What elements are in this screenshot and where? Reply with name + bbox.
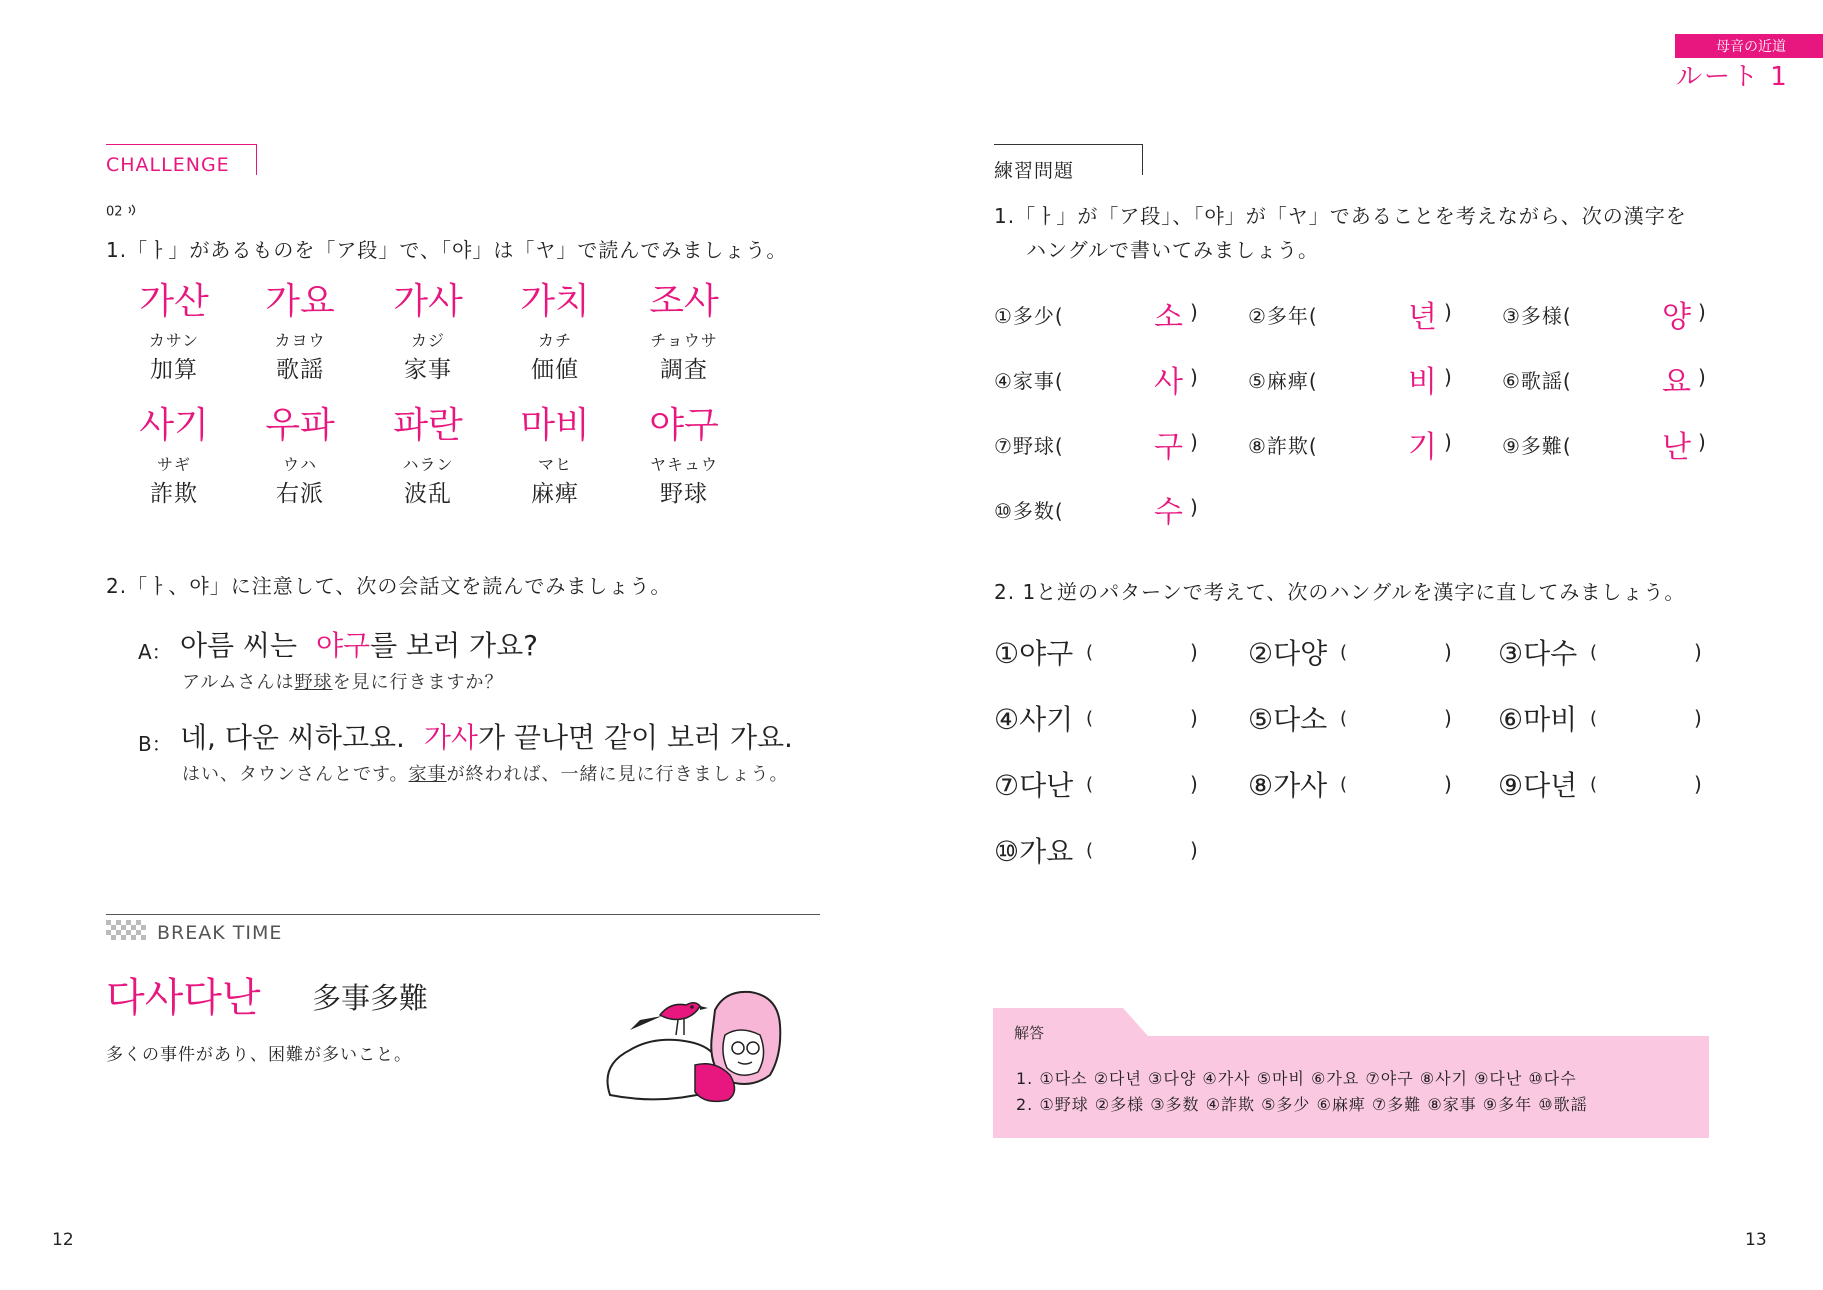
vocab-korean: 가치 [520,281,590,322]
vocab-korean: 마비 [520,405,590,446]
vocab-korean: 야구 [649,405,719,446]
practice2-item: ①야구 ( ) [994,637,1198,670]
vocab-kanji: 波乱 [404,481,452,507]
answer-hangul: 수 [1154,495,1183,530]
answer-hangul: 구 [1154,430,1183,465]
vocab-item [491,406,619,508]
practice2-item: ⑩가요 ( ) [994,835,1198,868]
practice-question-1-line2: ハングルで書いてみましょう。 [1026,238,1319,262]
answer-line-1: 1. ①다소 ②다년 ③다양 ④가사 ⑤마비 ⑥가요 ⑦야구 ⑧사기 ⑨다난 ⑩다수 [1016,1069,1577,1088]
answer-hangul: 년 [1408,300,1437,335]
audio-icon[interactable] [127,203,139,221]
vocab-kanji: 野球 [660,481,708,507]
vocab-item [236,406,364,508]
practice-question-1-line1: 1.「ㅏ」が「ア段」、「야」が「ヤ」であることを考えながら、次の漢字を [994,204,1687,228]
vocab-kanji: 調査 [660,357,708,383]
break-korean: 다사다난 [106,975,261,1021]
practice1-item: ⑩多数( 수 ) [994,487,1244,527]
dialogue-b-japanese: はい、タウンさんとです。家事が終われば、一緒に見に行きましょう。 [182,764,789,785]
vocab-item [364,282,492,384]
practice1-item: ⑤麻痺( 비 ) [1248,357,1498,397]
page-number-right: 13 [1745,1230,1767,1250]
challenge-question-2: 2.「ㅏ、야」に注意して、次の会話文を読んでみましょう。 [106,574,672,598]
practice1-item: ⑨多難( 난 ) [1502,422,1752,462]
vocab-kana: マヒ [537,455,572,474]
answer-hangul: 기 [1408,430,1437,465]
practice2-item: ③다수 ( ) [1498,637,1702,670]
practice-question-2: 2. 1と逆のパターンで考えて、次のハングルを漢字に直してみましょう。 [994,580,1686,604]
practice2-item: ④사기 ( ) [994,703,1198,736]
practice1-item: ④家事( 사 ) [994,357,1244,397]
vocab-kana: カジ [410,331,445,350]
vocab-kanji: 加算 [150,357,198,383]
answer-hangul: 양 [1662,300,1691,335]
vocab-korean: 가산 [139,281,209,322]
answer-hangul: 소 [1154,300,1183,335]
dialogue-a-japanese: アルムさんは野球を見に行きますか？ [182,672,504,693]
answer-title: 解答 [1014,1024,1045,1042]
practice1-item: ②多年( 년 ) [1248,292,1498,332]
vocab-kana: ウハ [282,455,317,474]
page-number-left: 12 [52,1230,74,1250]
vocab-korean: 사기 [139,405,209,446]
break-kanji: 多事多難 [312,981,429,1015]
vocab-korean: 조사 [649,281,719,322]
answer-hangul: 난 [1662,430,1691,465]
vocab-kanji: 価値 [531,357,579,383]
vocab-kanji: 麻痺 [531,481,579,507]
vocab-kanji: 詐欺 [150,481,198,507]
vocab-kana: ヤキュウ [649,455,718,474]
vocab-item [236,282,364,384]
vocab-kanji: 家事 [404,357,452,383]
vocab-kana: チョウサ [650,331,718,350]
route-title: ルート 1 [1676,62,1789,92]
practice2-item: ⑦다난 ( ) [994,769,1198,802]
answer-hangul: 요 [1662,365,1691,400]
practice2-item: ⑥마비 ( ) [1498,703,1702,736]
dialogue-a-korean: 아름 씨는 야구를 보러 가요? [180,629,539,662]
challenge-title: CHALLENGE [106,154,230,176]
practice2-item: ⑧가사 ( ) [1248,769,1452,802]
vocab-kana: カヨウ [274,331,326,350]
practice1-item: ⑥歌謡( 요 ) [1502,357,1752,397]
answer-hangul: 비 [1408,365,1437,400]
audio-track [106,203,139,221]
break-time-label: BREAK TIME [157,922,283,944]
vocab-item [491,282,619,384]
vocab-kana: カチ [537,331,572,350]
speaker-a: A： [138,640,172,664]
practice2-item: ⑤다소 ( ) [1248,703,1452,736]
sleeping-girl-illustration [600,980,790,1110]
practice1-item: ⑦野球( 구 ) [994,422,1244,462]
vocab-item [620,406,748,508]
vocab-item [364,406,492,508]
practice1-item: ③多様( 양 ) [1502,292,1752,332]
vocab-item [110,406,238,508]
practice2-item: ②다양 ( ) [1248,637,1452,670]
checker-icon [106,920,146,940]
challenge-question-1: 1.「ㅏ」があるものを「ア段」で、「야」は「ヤ」で読んでみましょう。 [106,238,788,262]
break-description: 多くの事件があり、困難が多いこと。 [106,1045,412,1065]
practice2-item: ⑨다년 ( ) [1498,769,1702,802]
speaker-b: B： [138,732,172,756]
vocab-korean: 파란 [393,405,463,446]
vocab-korean: 가요 [265,281,335,322]
vocab-item [620,282,748,384]
vocab-kanji: 歌謡 [276,357,324,383]
practice1-item: ⑧詐欺( 기 ) [1248,422,1498,462]
practice1-item: ①多少( 소 ) [994,292,1244,332]
highlight-word: 가사 [423,721,478,754]
vocab-kana: ハラン [402,455,454,474]
vocab-korean: 우파 [265,405,335,446]
answer-hangul: 사 [1154,365,1183,400]
vocab-kana: カサン [148,331,200,350]
vocab-kana: サギ [156,455,191,474]
chapter-tag: 母音の近道 [1675,34,1823,58]
vocab-korean: 가사 [393,281,463,322]
answer-line-2: 2. ①野球 ②多様 ③多数 ④詐欺 ⑤多少 ⑥麻痺 ⑦多難 ⑧家事 ⑨多年 ⑩歌謡 [1016,1095,1588,1114]
dialogue-b-korean: 네, 다운 씨하고요. 가사가 끝나면 같이 보러 가요. [180,721,793,754]
practice-title: 練習問題 [994,160,1075,182]
track-number: 02 [106,204,123,220]
break-divider [106,914,820,915]
highlight-word: 야구 [316,629,371,662]
vocab-kanji: 右派 [276,481,324,507]
vocab-item [110,282,238,384]
